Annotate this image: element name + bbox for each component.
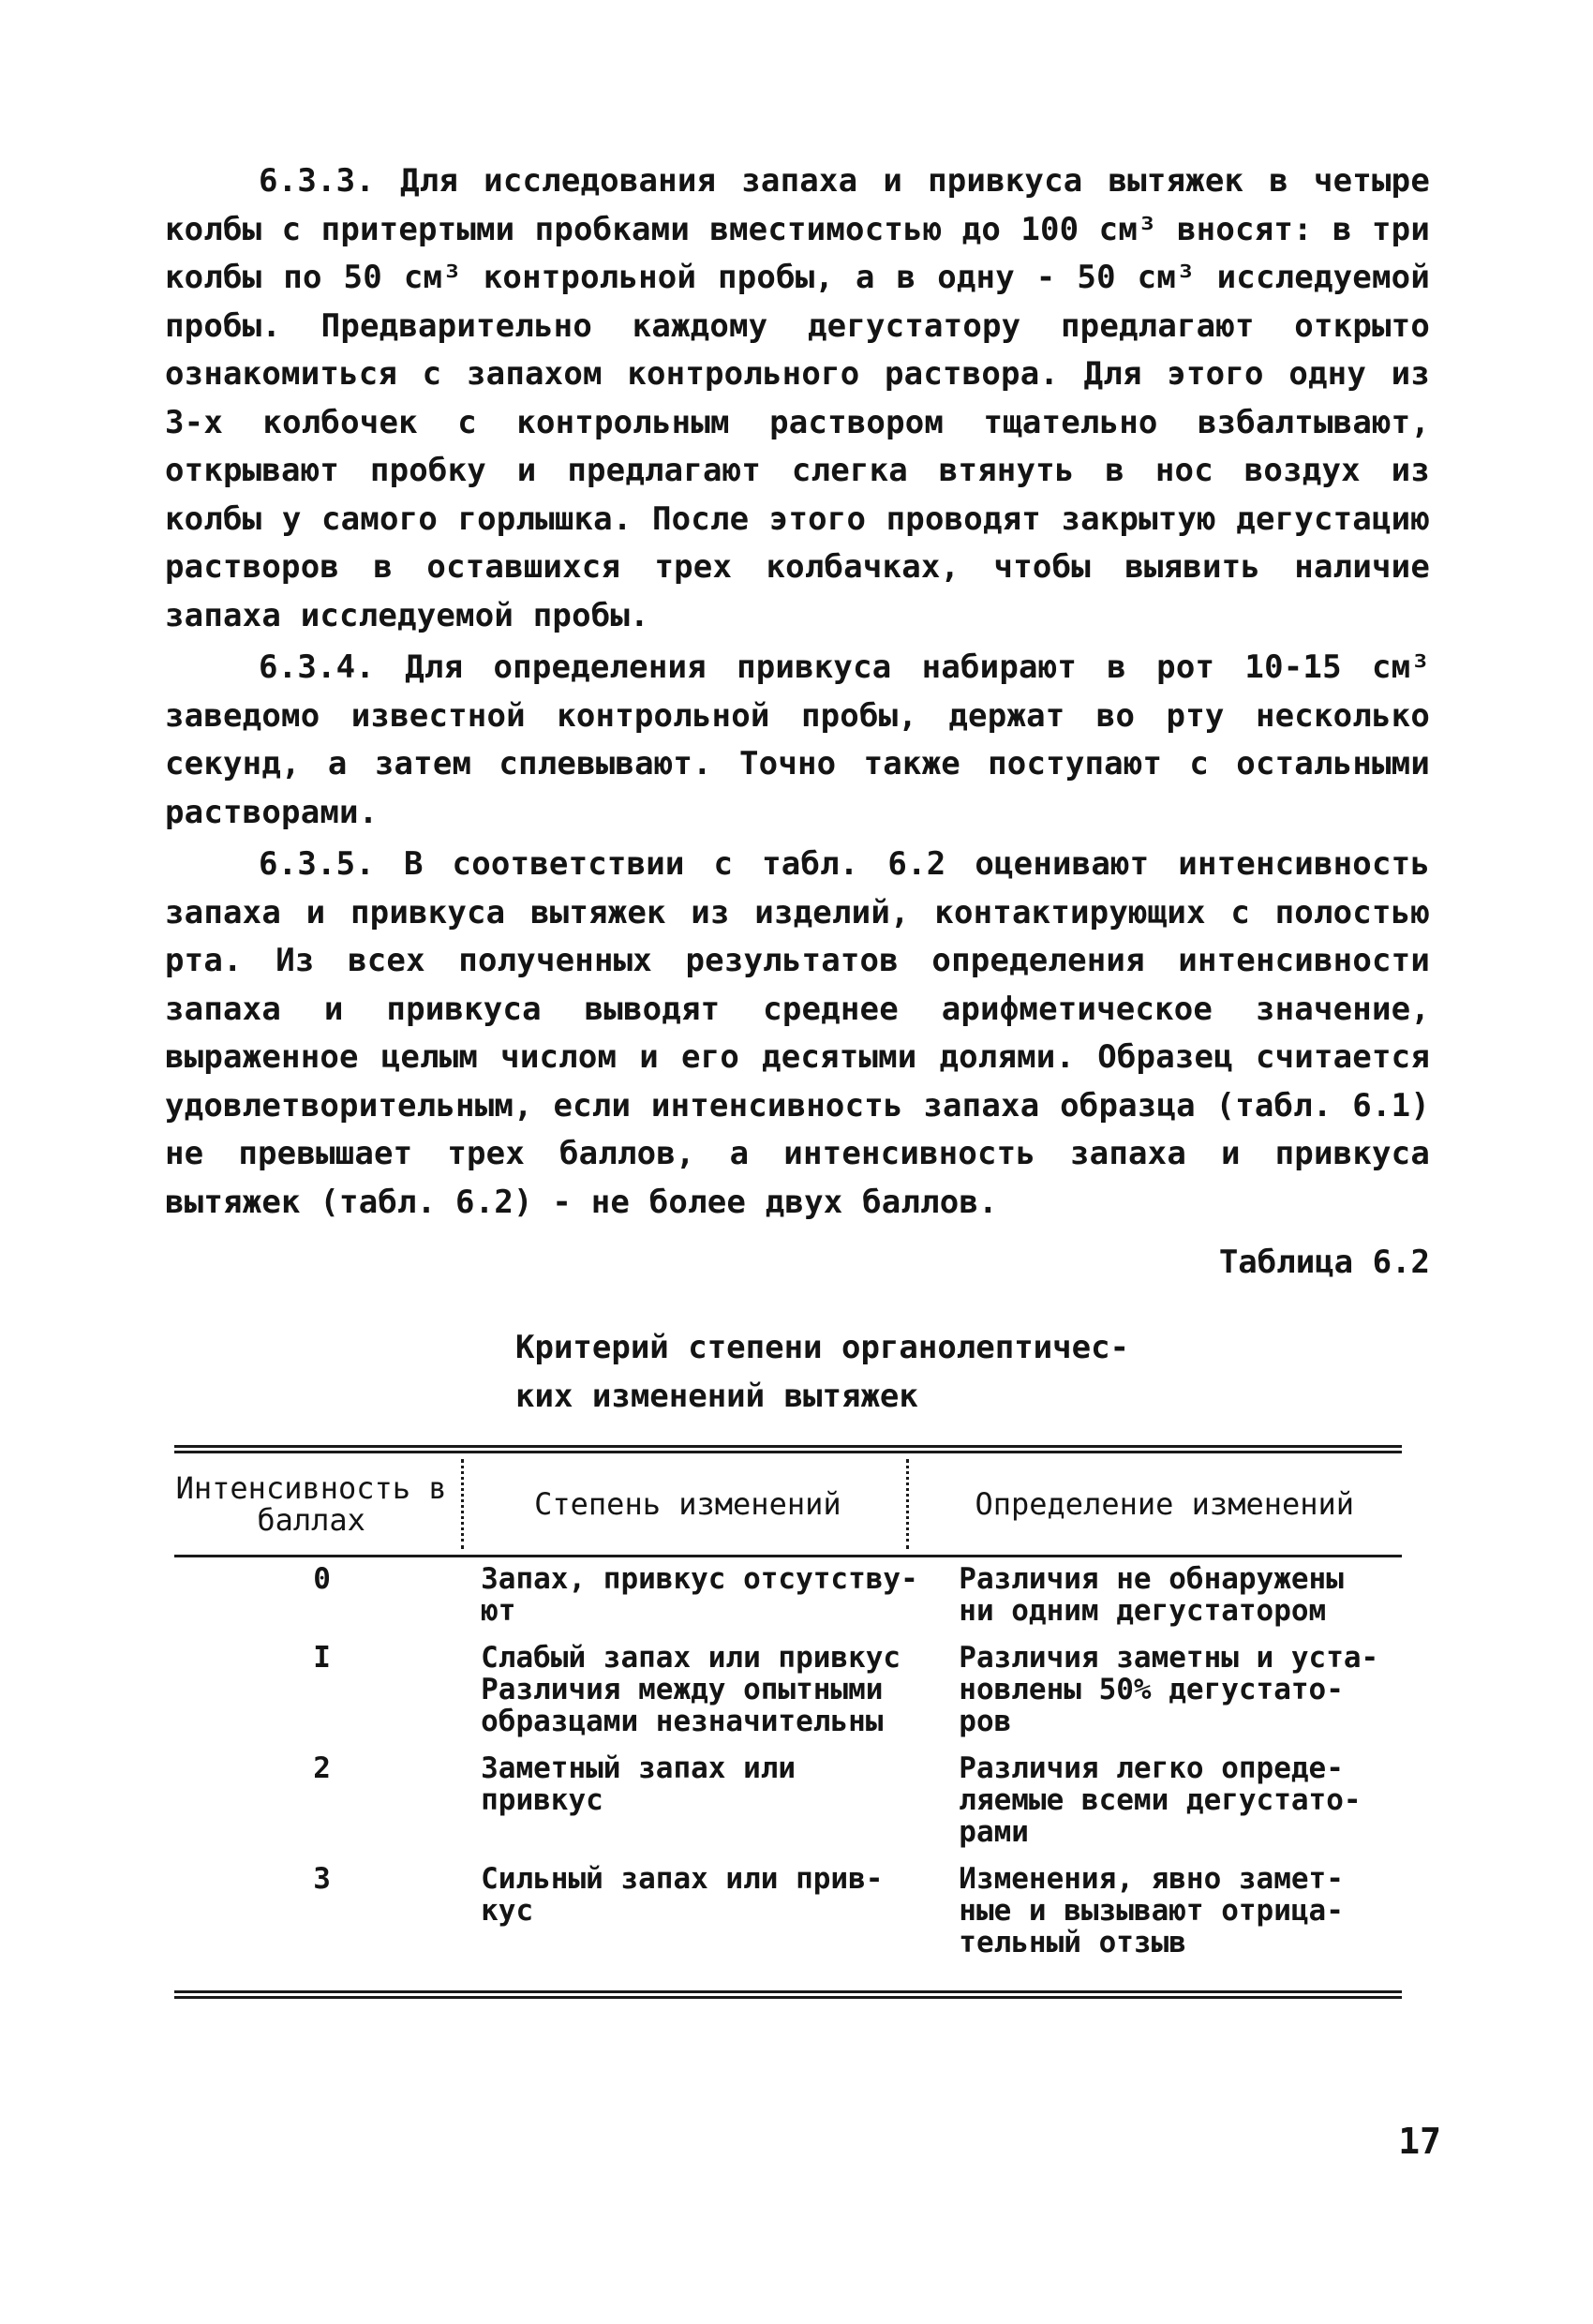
table-title-line-1: Критерий степени органолептичес- [515, 1329, 1130, 1366]
criteria-table [174, 1445, 1402, 1999]
header-separator-1 [461, 1459, 482, 1549]
paragraph-6-3-4: 6.3.4. Для определения привкуса набирают в рот 10-15 см³ заведомо известной контрольной пробы, держат во рту несколько секунд, а затем сплевывают. Точно также поступают с остальными растворами. [165, 648, 1430, 831]
cell-degree: Запах, привкус отсутству- ют [481, 1562, 918, 1628]
cell-degree: Сильный запах или прив- кус [481, 1862, 884, 1928]
paragraph-6-3-3: 6.3.3. Для исследования запаха и привкуса вытяжек в четыре колбы с притертыми пробками вместимостью до 100 см³ вносят: в три колбы по 50 см³ контрольной пробы, а в одну - 50 см³ исследуемой пробы. Предварительно каждому дегустатору предлагают открыто ознакомиться с запахом контрольного раствора. Для этого одну из 3-х колбочек с контрольным раствором тщательно взбалтывают, открывают пробку и предлагают слегка втянуть в нос воздух из колбы у самого горлышка. После этого проводят закрытую дегустацию растворов в оставшихся трех колбачках, чтобы выявить наличие запаха исследуемой пробы. [165, 162, 1430, 634]
cell-definition: Различия легко опреде- ляемые всеми дегустато- рами [959, 1751, 1362, 1849]
cell-definition: Изменения, явно замет- ные и вызывают отрица- тельный отзыв [959, 1862, 1344, 1959]
cell-degree: Слабый запах или привкус Различия между опытными образцами незначительны [481, 1641, 901, 1738]
table-caption: Таблица 6.2 [1218, 1244, 1430, 1281]
table-bottom-rule-second [174, 1996, 1402, 1999]
cell-score: I [313, 1641, 331, 1675]
paragraph-6-3-5: 6.3.5. В соответствии с табл. 6.2 оценивают интенсивность запаха и привкуса вытяжек из изделий, контактирующих с полостью рта. Из всех полученных результатов определения интенсивности запаха и привкуса выводят среднее арифметическое значение, выраженное целым числом и его десятыми долями. Образец считается удовлетворительным, если интенсивность запаха образца (табл. 6.1) не превышает трех баллов, а интенсивность запаха и привкуса вытяжек (табл. 6.2) - не более двух баллов. [165, 845, 1430, 1221]
table-row [174, 1863, 1402, 1959]
table-header-row [174, 1453, 1402, 1555]
table-bottom-rule [174, 1990, 1402, 1993]
table-title [515, 1323, 1190, 1421]
table-row [174, 1642, 1402, 1737]
body-text [165, 157, 1430, 1227]
table-title-line-2: ких изменений вытяжек [515, 1378, 918, 1415]
table-row [174, 1563, 1402, 1627]
header-degree: Степень изменений [534, 1486, 841, 1522]
table-row [174, 1752, 1402, 1848]
header-separator-2 [906, 1459, 927, 1549]
table-body [174, 1557, 1402, 1990]
cell-score: 2 [313, 1751, 331, 1785]
cell-degree: Заметный запах или привкус [481, 1751, 796, 1817]
cell-definition: Различия не обнаружены ни одним дегустатором [959, 1562, 1344, 1628]
cell-score: 0 [313, 1562, 331, 1596]
header-intensity: Интенсивность в баллах [175, 1470, 447, 1538]
table-top-rule [174, 1445, 1402, 1448]
header-definition: Определение изменений [975, 1486, 1355, 1522]
page-number: 17 [1398, 2121, 1441, 2162]
cell-definition: Различия заметны и уста- новлены 50% дегустато- ров [959, 1641, 1379, 1738]
cell-score: 3 [313, 1862, 331, 1896]
